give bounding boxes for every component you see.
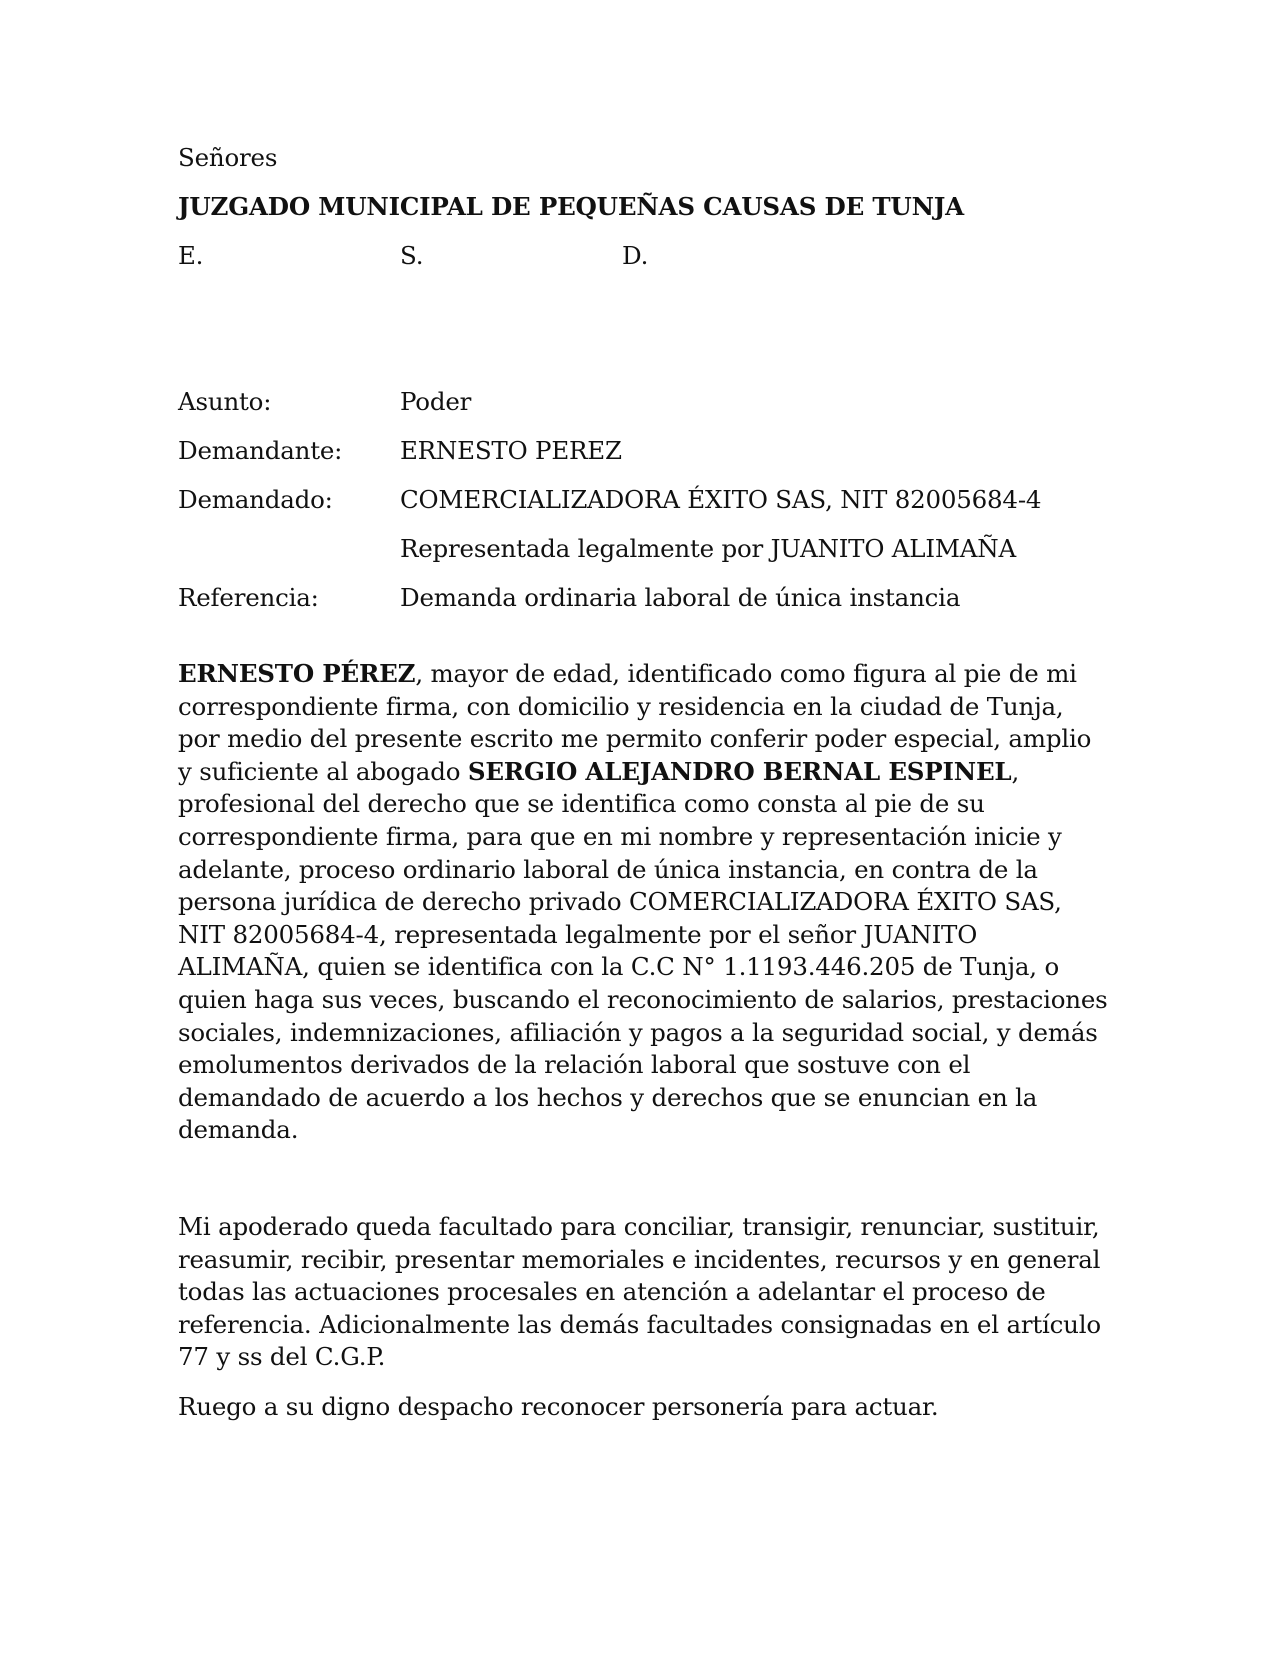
- esd-s: S.: [400, 241, 424, 270]
- meta-value-demandado-rep: Representada legalmente por JUANITO ALIMAÑA: [400, 534, 1016, 563]
- paragraph-text-a: , mayor de edad, identificado como figura al pie de mi correspondiente firma, con domicilio y residencia en la ciudad de Tunja, por medio del presente escrito me permito conferir poder especial, amplio y suficiente al abogado: [178, 659, 1092, 786]
- esd-d: D.: [622, 241, 649, 270]
- meta-row-referencia: [178, 582, 1108, 614]
- meta-row-demandado: [178, 484, 1108, 516]
- case-metadata: [178, 386, 1108, 614]
- esd-e: E.: [178, 241, 204, 270]
- meta-value-demandante: ERNESTO PEREZ: [400, 436, 622, 465]
- meta-row-demandado-rep: [178, 533, 1108, 565]
- body-paragraph-faculties: Mi apoderado queda facultado para conciliar, transigir, renunciar, sustituir, reasumir, recibir, presentar memoriales e incidentes, recursos y en general todas las actuaciones procesales en atención a adelantar el proceso de referencia. Adicionalmente las demás facultades consignadas en el artículo 77 y ss del C.G.P.: [178, 1211, 1101, 1372]
- meta-value-asunto: Poder: [400, 387, 472, 416]
- meta-row-asunto: [178, 386, 1108, 418]
- meta-label-referencia: Referencia:: [178, 583, 319, 612]
- meta-label-demandado: Demandado:: [178, 485, 333, 514]
- meta-row-demandante: [178, 435, 1108, 467]
- meta-value-referencia: Demanda ordinaria laboral de única instancia: [400, 583, 961, 612]
- salutation: Señores: [178, 143, 278, 172]
- grantor-name: ERNESTO PÉREZ: [178, 659, 416, 688]
- paragraph-text-b: , profesional del derecho que se identifica como consta al pie de su correspondiente firma, para que en mi nombre y representación inicie y adelante, proceso ordinario laboral de única instancia, en contra de la persona jurídica de derecho privado COMERCIALIZADORA ÉXITO SAS, NIT 82005684-4, representada legalmente por el señor JUANITO ALIMAÑA, quien se identifica con la C.C N° 1.1193.446.205 de Tunja, o quien haga sus veces, buscando el reconocimiento de salarios, prestaciones sociales, indemnizaciones, afiliación y pagos a la seguridad social, y demás emolumentos derivados de la relación laboral que sostuve con el demandado de acuerdo a los hechos y derechos que se enuncian en la demanda.: [178, 756, 1108, 1145]
- court-name: JUZGADO MUNICIPAL DE PEQUEÑAS CAUSAS DE TUNJA: [178, 192, 964, 221]
- meta-label-empty: [178, 533, 400, 565]
- body-paragraph-request: Ruego a su digno despacho reconocer personería para actuar.: [178, 1391, 939, 1421]
- meta-label-asunto: Asunto:: [178, 387, 272, 416]
- document-content: [178, 142, 1108, 1423]
- meta-value-demandado: COMERCIALIZADORA ÉXITO SAS, NIT 82005684-4: [400, 485, 1042, 514]
- esd-line: [178, 240, 1108, 272]
- body-paragraph-power: [178, 658, 1108, 1147]
- lawyer-name: SERGIO ALEJANDRO BERNAL ESPINEL: [467, 756, 1012, 786]
- meta-label-demandante: Demandante:: [178, 436, 343, 465]
